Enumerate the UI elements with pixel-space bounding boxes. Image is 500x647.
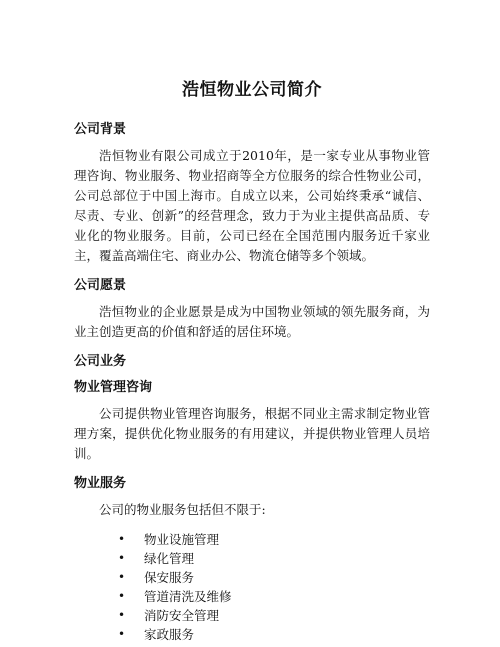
list-item-label: 物业设施管理 bbox=[144, 532, 220, 547]
heading-company-business: 公司业务 bbox=[74, 354, 127, 369]
paragraph-services-intro: 公司的物业服务包括但不限于: bbox=[99, 502, 266, 517]
list-item-label: 家政服务 bbox=[144, 627, 195, 642]
list-item bbox=[118, 530, 430, 549]
heading-company-background: 公司背景 bbox=[74, 122, 127, 137]
list-item bbox=[118, 568, 430, 587]
list-item bbox=[118, 549, 430, 568]
bullet-icon: • bbox=[118, 551, 126, 565]
bullet-icon: • bbox=[118, 589, 126, 603]
list-item-label: 绿化管理 bbox=[144, 551, 195, 566]
paragraph-management-consulting: 公司提供物业管理咨询服务，根据不同业主需求制定物业管理方案，提供优化物业服务的有用建议，并提供物业管理人员培训。 bbox=[74, 406, 430, 461]
list-item-label: 管道清洗及维修 bbox=[144, 589, 232, 604]
heading-management-consulting: 物业管理咨询 bbox=[74, 380, 153, 395]
list-item bbox=[118, 587, 430, 606]
bullet-icon: • bbox=[118, 532, 126, 546]
bullet-icon: • bbox=[118, 627, 126, 641]
paragraph-company-background: 浩恒物业有限公司成立于2010年，是一家专业从事物业管理咨询、物业服务、物业招商等全方位服务的综合性物业公司，公司总部位于中国上海市。自成立以来，公司始终秉承“诚信、尽责、专业、创新”的经营理念，致力于为业主提供高品质、专业化的物业服务。目前，公司已经在全国范围内服务近千家业主，覆盖高端住宅、商业办公、物流仓储等多个领域。 bbox=[74, 148, 430, 263]
heading-property-services: 物业服务 bbox=[74, 476, 127, 491]
list-item-label: 保安服务 bbox=[144, 570, 195, 585]
list-item bbox=[118, 606, 430, 625]
services-list bbox=[74, 530, 430, 644]
paragraph-company-vision: 浩恒物业的企业愿景是成为中国物业领域的领先服务商，为业主创造更高的价值和舒适的居住环境。 bbox=[74, 304, 430, 339]
bullet-icon: • bbox=[118, 570, 126, 584]
list-item-label: 消防安全管理 bbox=[144, 608, 220, 623]
list-item bbox=[118, 625, 430, 644]
heading-company-vision: 公司愿景 bbox=[74, 278, 127, 293]
document-title: 浩恒物业公司简介 bbox=[182, 80, 322, 100]
bullet-icon: • bbox=[118, 608, 126, 622]
